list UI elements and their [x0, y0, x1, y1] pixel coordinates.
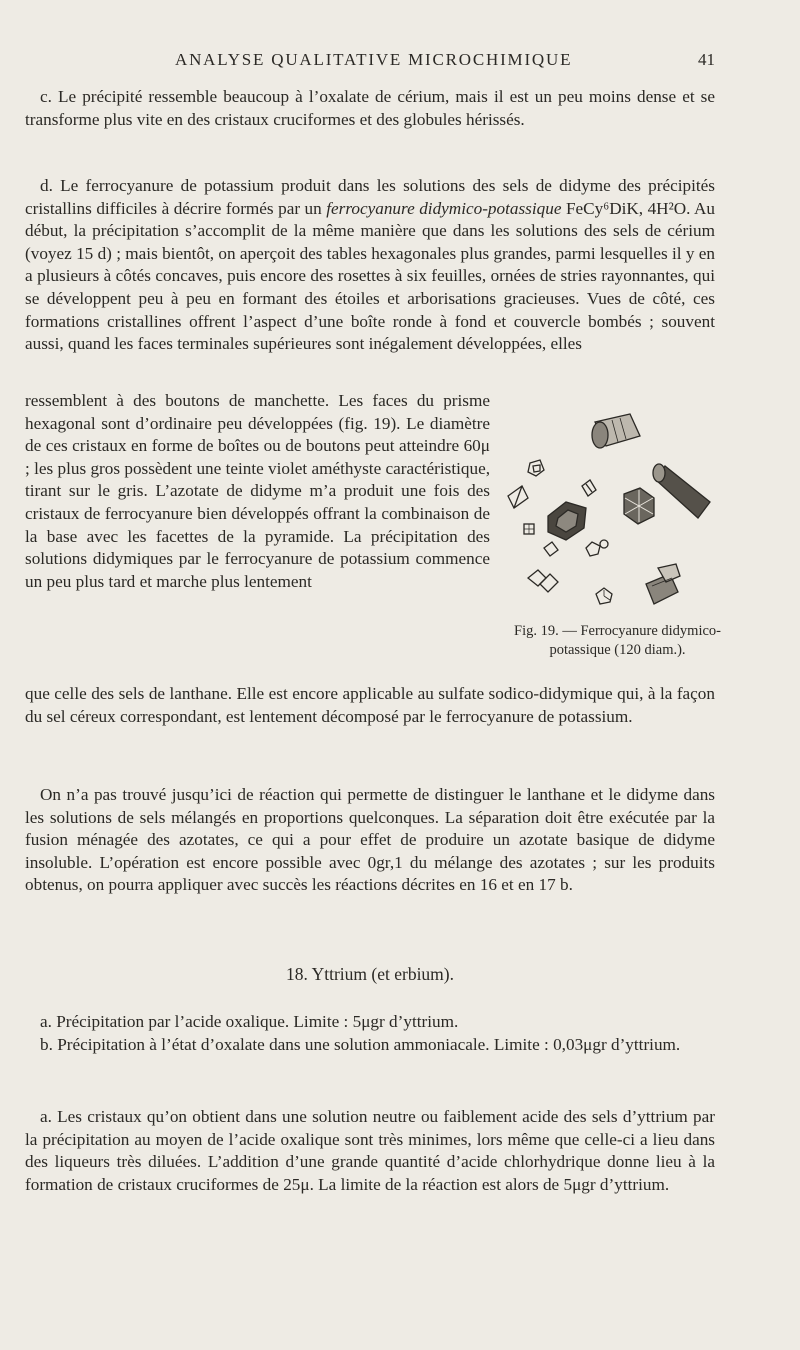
crystal-twin-bottom [528, 570, 558, 592]
crystal-cluster-middle [544, 540, 608, 556]
running-header [25, 50, 715, 74]
crystal-rosette-small [596, 588, 612, 604]
crystal-hex-small [528, 460, 544, 476]
paragraph-d-formula: FeCy⁶DiK, 4H²O. [565, 198, 691, 218]
paragraph-d [25, 175, 715, 356]
paragraph-d-rest: Au début, la précipitation s’accomplit de la même manière que dans les solutions des sels de cérium (voyez 15 d) ; mais bientôt, on aperçoit des tables hexagonales plus grandes, parmi lesquelles il y en a plusieurs à côtés concaves, puis encore des rosettes à six feuilles, ornées de stries rayonnantes, qui se développent peu à peu en formant des étoiles et arborisations gracieuses. Vues de côté, ces formations cristallines offrent l’aspect d’une boîte ronde à fond et couvercle bombés ; souvent aussi, quand les faces terminales supérieures sont inégalement développées, elles [25, 198, 716, 354]
running-title: ANALYSE QUALITATIVE MICROCHIMIQUE [175, 50, 573, 69]
crystal-illustration-icon [500, 408, 728, 628]
crystal-small-center [582, 480, 596, 496]
crystal-box-bottom [646, 564, 680, 604]
figure-19 [500, 408, 728, 628]
paragraph-d-wrapped: ressemblent à des boutons de manchette. Les faces du prisme hexagonal sont d’ordinaire peu développées (fig. 19). Le diamètre de ces cristaux en forme de boîtes ou de boutons peut atteindre 60μ ; les plus gros possèdent une teinte violet améthyste caractéristique, tirant sur le gris. L’azotate de didyme m’a produit une fois des cristaux de ferrocyanure bien développés offrant la combinaison de la base avec les facettes de la pyramide. La précipitation des solutions didymiques par le ferrocyanure de potassium commence un peu plus tard et marche plus lentement [25, 391, 490, 591]
figure-caption: Fig. 19. — Ferrocyanure didymico-potassique (120 diam.). [514, 623, 721, 658]
paragraph-c: c. Le précipité ressemble beaucoup à l’oxalate de cérium, mais il est un peu moins dense et se transforme plus vite en des cristaux cruciformes et des globules hérissés. [25, 87, 715, 129]
section-title: 18. Yttrium (et erbium). [286, 964, 454, 984]
paragraph-d-compound: ferrocyanure didymico-potassique [326, 198, 562, 218]
crystal-twin-left [508, 486, 528, 508]
crystal-hex-dark [548, 502, 586, 540]
paragraph-yttrium: a. Les cristaux qu’on obtient dans une solution neutre ou faiblement acide des sels d’yttrium par la précipitation au moyen de l’acide oxalique sont très minimes, lors même que celle-ci a lieu dans des liqueurs très diluées. L’addition d’une grande quantité d’acide chlorhydrique donne lieu à la formation de cristaux cruciformes de 25μ. La limite de la réaction est alors de 5μgr d’yttrium. [25, 1107, 715, 1194]
crystal-rosette [624, 488, 654, 524]
crystal-box-top [592, 414, 640, 448]
paragraph-d-intro: d. Le ferrocyanure de potassium produit dans les solutions des sels de didyme des précipités cristallins difficiles à décrire formés par un [25, 176, 715, 218]
crystal-prism-right [653, 464, 710, 518]
paragraph-d-end: que celle des sels de lanthane. Elle est encore applicable au sulfate sodico-didymique qui, à la façon du sel céreux correspondant, est lentement décomposé par le ferrocyanure de potassium. [25, 684, 715, 726]
crystal-square [524, 524, 534, 534]
paragraph-separation: On n’a pas trouvé jusqu’ici de réaction qui permette de distinguer le lanthane et le didyme dans les solutions de sels mélangés en proportions quelconques. La séparation doit être exécutée par la fusion ménagée des azotates, ce qui a pour effet de produire un azotate basique de didyme insoluble. L’opération est encore possible avec 0gr,1 du mélange des azotates ; sur les produits obtenus, on pourra appliquer avec succès les réactions décrites en 16 et en 17 b. [25, 785, 715, 895]
list-item-a: a. Précipitation par l’acide oxalique. Limite : 5μgr d’yttrium. [40, 1012, 459, 1031]
list-item-b: b. Précipitation à l’état d’oxalate dans une solution ammoniacale. Limite : 0,03μgr d’yttrium. [40, 1035, 681, 1054]
page-number: 41 [698, 50, 715, 69]
